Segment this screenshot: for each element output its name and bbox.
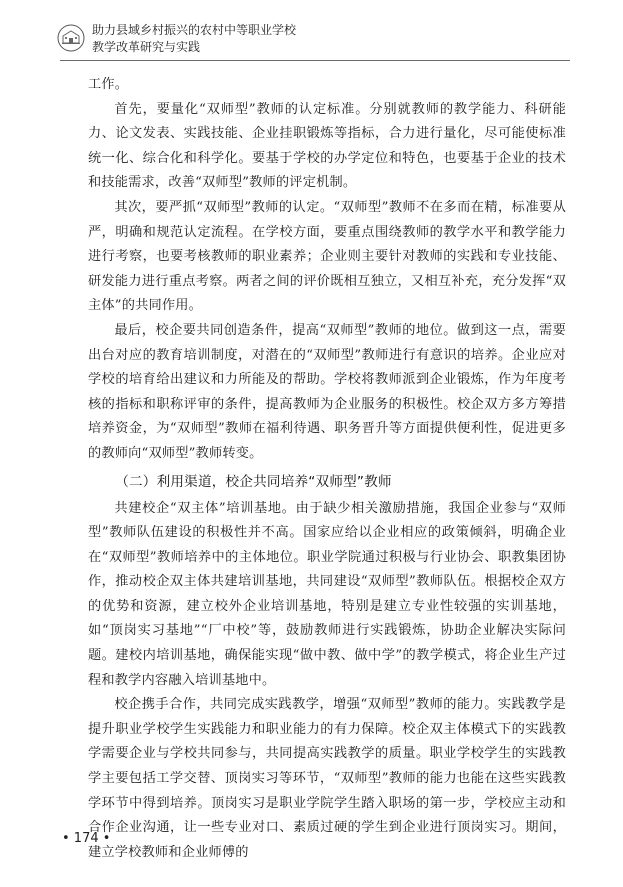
- paragraph-training-base: 共建校企“双主体”培训基地。由于缺少相关激励措施，我国企业参与“双师型”教师队伍建设的积极性并不高。国家应给以企业相应的政策倾斜，明确企业在“双师型”教师培养中的主体地位。职业学院通过积极与行业协会、职教集团协作，推动校企双主体共建培训基地，共同建设“双师型”教师队伍。根据校企双方的优势和资源，建立校外企业培训基地，特别是建立专业性较强的实训基地，如“顶岗实习基地”“厂中校”等，鼓励教师进行实践锻炼，协助企业解决实际问题。建校内培训基地，确保能实现“做中教、做中学”的教学模式，将企业生产过程和教学内容融入培训基地中。: [88, 500, 566, 688]
- header-title-line2: 教学改革研究与实践: [92, 40, 201, 54]
- page-number: • 174 •: [62, 831, 111, 846]
- paragraph-practice-teaching: 校企携手合作，共同完成实践教学，增强“双师型”教师的能力。实践教学是提升职业学校学生实践能力和职业能力的有力保障。校企双主体模式下的实践教学需要企业与学校共同参与，共同提高实践教学的质量。职业学校学生的实践教学主要包括工学交替、顶岗实习等环节，“双师型”教师的能力也能在这些实践教学环节中得到培养。顶岗实习是职业学院学生踏入职场的第一步，学校应主动和合作企业沟通，让一些专业对口、素质过硬的学生到企业进行顶岗实习。期间，建立学校教师和企业师傅的: [88, 697, 566, 860]
- school-building-icon: [57, 24, 85, 52]
- running-header: [57, 22, 296, 56]
- section-heading: （二）利用渠道，校企共同培养“双师型”教师: [115, 473, 392, 490]
- paragraph-first: 首先，要量化“双师型”教师的认定标准。分别就教师的教学能力、科研能力、论文发表、实践技能、企业挂职锻炼等指标，合力进行量化，尽可能使标准统一化、综合化和科学化。要基于学校的办学定位和特色，也要基于企业的技术和技能需求，改善“双师型”教师的评定机制。: [88, 101, 566, 191]
- main-text: [88, 73, 566, 865]
- header-title-line1: 助力县域乡村振兴的农村中等职业学校: [92, 23, 297, 37]
- header-divider: [60, 60, 570, 61]
- paragraph-last: 最后，校企要共同创造条件，提高“双师型”教师的地位。做到这一点，需要出台对应的教育培训制度，对潜在的“双师型”教师进行有意识的培养。企业应对学校的培育给出建议和力所能及的帮助。学校将教师派到企业锻炼，作为年度考核的指标和职称评审的条件，提高教师为企业服务的积极性。校企双方多方筹措培养资金，为“双师型”教师在福利待遇、职务晋升等方面提供便利性，促进更多的教师向“双师型”教师转变。: [88, 322, 566, 461]
- paragraph-second: 其次，要严抓“双师型”教师的认定。“双师型”教师不在多而在精，标准要从严，明确和规范认定流程。在学校方面，要重点围绕教师的教学水平和教学能力进行考察，也要考核教师的职业素养；企业则主要针对教师的实践和专业技能、研发能力进行重点考察。两者之间的评价既相互独立，又相互补充，充分发挥“双主体”的共同作用。: [88, 199, 566, 314]
- paragraph-continuation: 工作。: [88, 77, 129, 92]
